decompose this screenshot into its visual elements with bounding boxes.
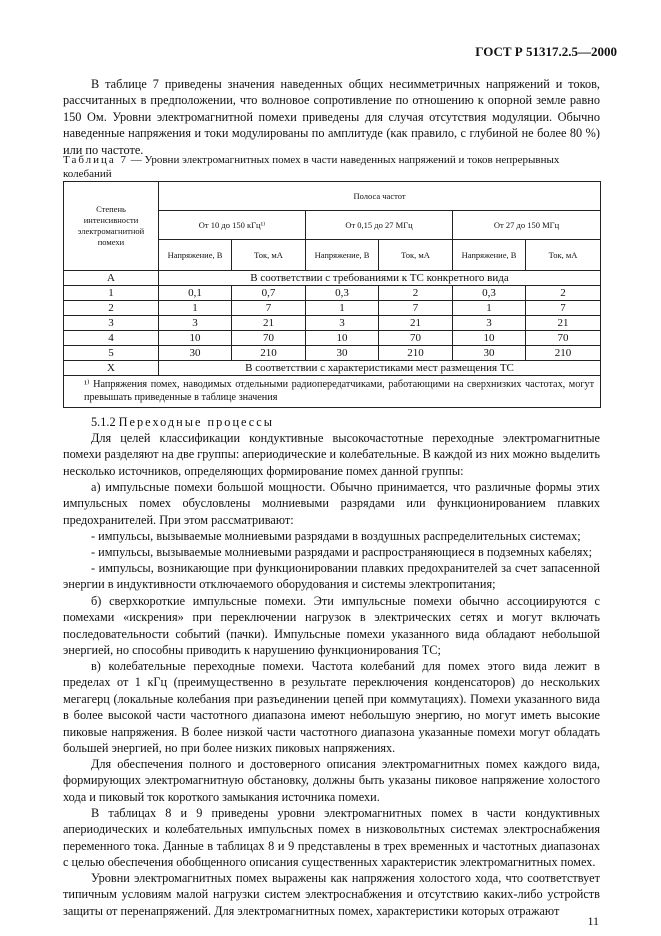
subheader-voltage: Напряжение, В [306,240,379,271]
band-1: От 10 до 150 кГц¹⁾ [159,211,306,240]
value-cell: 10 [159,331,232,346]
value-cell: 30 [453,346,526,361]
value-cell: 30 [306,346,379,361]
level-cell: 4 [64,331,159,346]
value-cell: 210 [526,346,601,361]
value-cell: 1 [306,301,379,316]
subheader-voltage: Напряжение, В [453,240,526,271]
value-cell: 21 [379,316,453,331]
value-cell: 2 [379,286,453,301]
section-heading [63,414,600,430]
section-number: 5.1.2 [91,415,119,429]
subheader-current: Ток, мА [232,240,306,271]
value-cell: 70 [526,331,601,346]
level-cell: 5 [64,346,159,361]
body-paragraph: Уровни электромагнитных помех выражены как напряжения холостого хода, что соответствует типичным условиям малой нагрузки систем электроснабжения и отсутствию каких-либо устройств защиты от перенапряжений. Для электромагнитных помех, характеристики которых отражают [63,871,600,918]
header-band: Полоса частот [159,182,601,211]
table-row [64,346,601,361]
table-row [64,361,601,376]
band-2: От 0,15 до 27 МГц [306,211,453,240]
table-row [64,316,601,331]
value-cell: 7 [526,301,601,316]
value-cell: 3 [306,316,379,331]
value-cell: 70 [232,331,306,346]
merged-cell: В соответствии с требованиями к ТС конкретного вида [159,271,601,286]
value-cell: 7 [379,301,453,316]
value-cell: 210 [232,346,306,361]
body-paragraph: в) колебательные переходные помехи. Частота колебаний для помех этого вида лежит в пределах от 1 кГц (преимущественно в результате переключения конденсаторов) до нескольких мегагерц (локальные колебания при разъединении цепей при коммутациях). Помехи указанного вида в более высокой части частотного диапазона имеют небольшую энергию, но могут иметь высокие пиковые напряжения. В более низкой части частотного диапазона указанные помехи могут обладать большей энергией, но при более низких пиковых напряжениях. [63,659,600,756]
value-cell: 0,1 [159,286,232,301]
body-paragraph: В таблицах 8 и 9 приведены уровни электромагнитных помех в части кондуктивных апериодических и колебательных импульсных помех в низковольтных системах электроснабжения переменного тока. Данные в таблицах 8 и 9 представлены в трех временных и частотных диапазонах с целью обеспечения обобщенного описания существенных характеристик электромагнитных помех. [63,806,600,870]
value-cell: 7 [232,301,306,316]
subheader-current: Ток, мА [526,240,601,271]
value-cell: 21 [526,316,601,331]
body-paragraph: б) сверхкороткие импульсные помехи. Эти импульсные помехи обычно ассоциируются с помехами «искрения» при переключении нагрузок в электрических сетях и могут включать последовательности событий (пачки). Импульсные помехи указанного вида обладают небольшой энергией, но способны приводить к нарушению функционирования ТС; [63,594,600,658]
table-caption-text: — Уровни электромагнитных помех в части наведенных напряжений и токов непрерывных колебаний [63,154,560,180]
level-cell: 1 [64,286,159,301]
table-row [64,271,601,286]
value-cell: 1 [159,301,232,316]
merged-cell: В соответствии с характеристиками мест размещения ТС [159,361,601,376]
value-cell: 3 [159,316,232,331]
body-paragraph: а) импульсные помехи большой мощности. Обычно принимается, что различные формы этих импульсных помех обусловлены молниевыми разрядами или функционированием плавких предохранителей. При этом рассматривают: [63,480,600,527]
band-3: От 27 до 150 МГц [453,211,601,240]
list-item: - импульсы, возникающие при функционировании плавких предохранителей за счет запасенной энергии в индуктивности отключаемого оборудования и системы электропитания; [63,561,600,592]
table-row [64,286,601,301]
value-cell: 1 [453,301,526,316]
section-title: Переходные процессы [118,415,274,429]
value-cell: 2 [526,286,601,301]
table-row [64,331,601,346]
page-number: 11 [587,914,599,928]
value-cell: 10 [453,331,526,346]
list-item: - импульсы, вызываемые молниевыми разрядами и распространяющиеся в подземных кабелях; [91,545,593,559]
level-cell: Х [64,361,159,376]
body-paragraph: Для целей классификации кондуктивные высокочастотные переходные электромагнитные помехи разделяют на две группы: апериодические и колебательные. В каждой из них можно выделить несколько источников, определяющих формирование помех данной группы: [63,431,600,478]
subheader-current: Ток, мА [379,240,453,271]
value-cell: 210 [379,346,453,361]
intro-paragraph: В таблице 7 приведены значения наведенных общих несимметричных напряжений и токов, рассчитанных в предположении, что волновое сопротивление по отношению к опорной земле равно 150 Ом. Уровни электромагнитной помехи приведены для случая отсутствия модуляции. Обычно наведенные напряжения и токи модулированы по амплитуде (как правило, с глубиной не более 80 %) или по частоте. [63,77,600,157]
value-cell: 3 [453,316,526,331]
table-caption [63,154,600,181]
header-degree: Степень интенсивности электромагнитной помехи [64,182,159,271]
value-cell: 30 [159,346,232,361]
value-cell: 0,3 [306,286,379,301]
value-cell: 0,3 [453,286,526,301]
level-cell: 3 [64,316,159,331]
emission-levels-table [63,181,601,408]
table-row [64,301,601,316]
table-caption-label: Таблица 7 [63,154,129,166]
list-item: - импульсы, вызываемые молниевыми разрядами в воздушных распределительных системах; [91,529,581,543]
value-cell: 21 [232,316,306,331]
subheader-voltage: Напряжение, В [159,240,232,271]
body-paragraph: Для обеспечения полного и достоверного описания электромагнитных помех каждого вида, формирующих электромагнитную обстановку, должны быть указаны пиковое напряжение холостого хода и пиковый ток короткого замыкания источника помехи. [63,757,600,804]
level-cell: А [64,271,159,286]
level-cell: 2 [64,301,159,316]
document-header: ГОСТ Р 51317.2.5—2000 [475,44,617,59]
value-cell: 70 [379,331,453,346]
value-cell: 10 [306,331,379,346]
value-cell: 0,7 [232,286,306,301]
table-footnote: ¹⁾ Напряжения помех, наводимых отдельными радиопередатчиками, работающими на сверхнизких частотах, могут превышать приведенные в таблице значения [64,376,601,408]
